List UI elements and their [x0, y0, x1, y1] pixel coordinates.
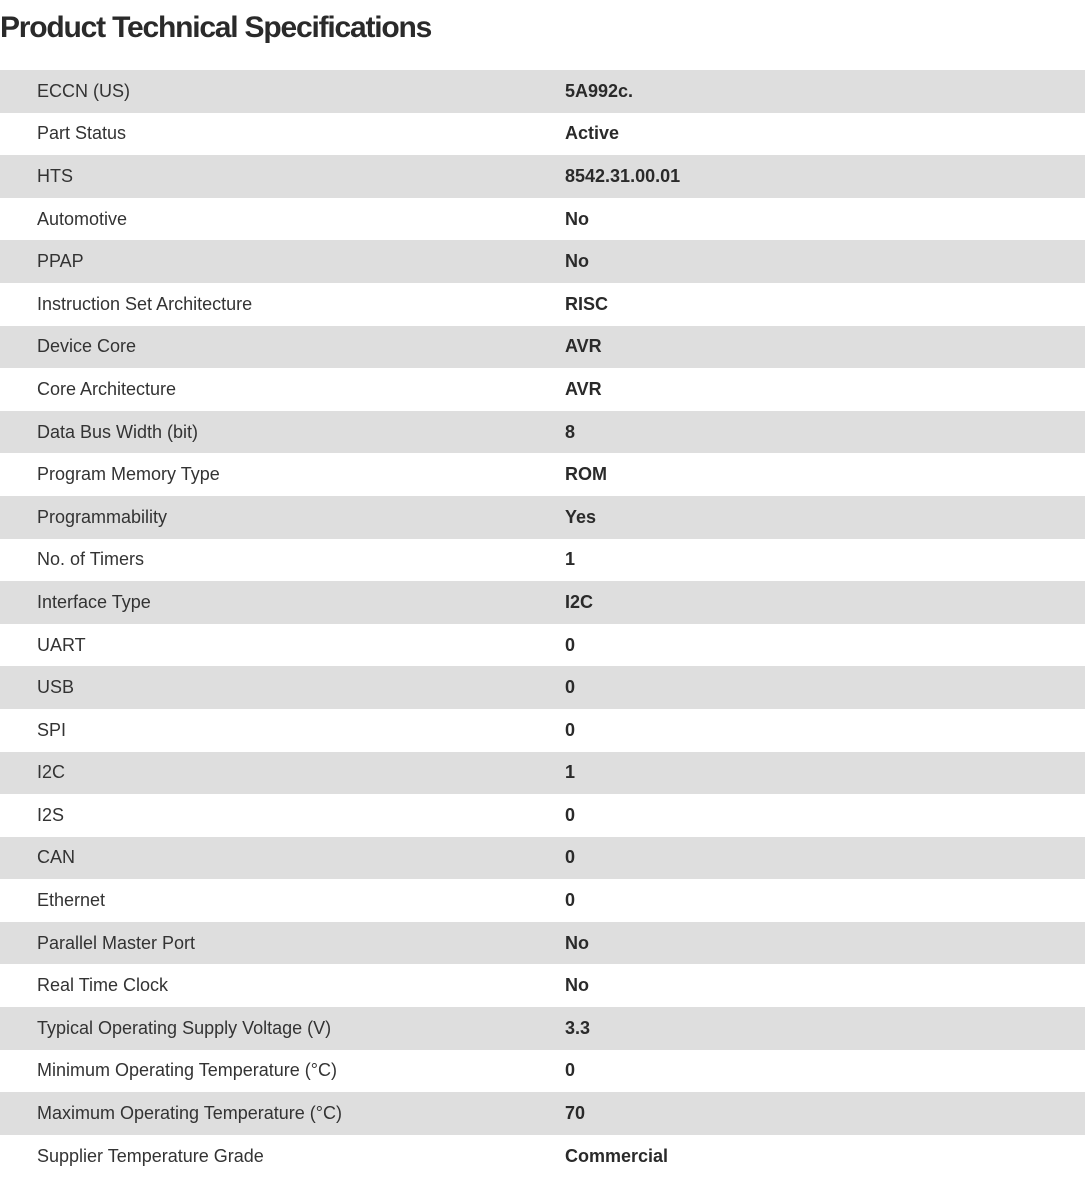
spec-label: USB [37, 677, 75, 698]
spec-row-ppap [0, 240, 1085, 283]
spec-label: CAN [37, 847, 76, 868]
spec-value: No [565, 932, 589, 953]
spec-value: RISC [565, 293, 609, 314]
spec-label: Minimum Operating Temperature (°C) [37, 1060, 337, 1081]
spec-value: 3.3 [565, 1017, 591, 1038]
spec-row-programmability [0, 496, 1085, 539]
spec-label: Supplier Temperature Grade [37, 1145, 264, 1166]
spec-value: 8542.31.00.01 [565, 165, 681, 186]
spec-row-min-temperature [0, 1050, 1085, 1093]
spec-row-parallel-master-port [0, 922, 1085, 965]
spec-row-usb [0, 666, 1085, 709]
spec-label: Ethernet [37, 890, 106, 911]
spec-label: Real Time Clock [37, 975, 169, 996]
spec-label: Maximum Operating Temperature (°C) [37, 1103, 342, 1124]
spec-value: 70 [565, 1103, 586, 1124]
spec-row-automotive [0, 198, 1085, 241]
spec-value: 1 [565, 762, 576, 783]
spec-value: Yes [565, 506, 597, 527]
spec-value: 0 [565, 804, 576, 825]
spec-label: SPI [37, 719, 67, 740]
spec-value: AVR [565, 336, 602, 357]
spec-label: Typical Operating Supply Voltage (V) [37, 1017, 332, 1038]
spec-label: Automotive [37, 208, 128, 229]
spec-value: No [565, 251, 589, 272]
spec-row-hts [0, 155, 1085, 198]
spec-value: 8 [565, 421, 576, 442]
spec-row-core-architecture [0, 368, 1085, 411]
spec-label: Programmability [37, 506, 168, 527]
spec-label: Instruction Set Architecture [37, 293, 253, 314]
spec-row-i2s [0, 794, 1085, 837]
spec-label: Device Core [37, 336, 137, 357]
spec-row-program-memory-type [0, 453, 1085, 496]
spec-label: ECCN (US) [37, 80, 130, 101]
spec-label: Part Status [37, 123, 127, 144]
spec-value: Active [565, 123, 620, 144]
spec-label: HTS [37, 165, 73, 186]
spec-value: 0 [565, 847, 576, 868]
spec-row-timers [0, 539, 1085, 582]
spec-row-supply-voltage [0, 1007, 1085, 1050]
spec-row-can [0, 837, 1085, 880]
spec-value: Commercial [565, 1145, 669, 1166]
spec-row-spi [0, 709, 1085, 752]
spec-value: ROM [565, 464, 607, 485]
spec-value: 0 [565, 1060, 576, 1081]
spec-row-interface-type [0, 581, 1085, 624]
spec-row-data-bus-width [0, 411, 1085, 454]
spec-row-i2c [0, 752, 1085, 795]
spec-value: I2C [565, 591, 594, 612]
spec-row-instruction-set [0, 283, 1085, 326]
spec-table [0, 70, 1085, 1177]
spec-value: 0 [565, 634, 576, 655]
spec-row-device-core [0, 326, 1085, 369]
spec-label: Core Architecture [37, 378, 177, 399]
spec-value: No [565, 208, 589, 229]
spec-value: 1 [565, 549, 576, 570]
spec-label: UART [37, 634, 86, 655]
spec-row-real-time-clock [0, 964, 1085, 1007]
spec-label: Program Memory Type [37, 464, 220, 485]
spec-value: 5A992c. [565, 80, 634, 101]
spec-value: 0 [565, 719, 576, 740]
spec-label: No. of Timers [37, 549, 145, 570]
spec-row-temperature-grade [0, 1135, 1085, 1177]
spec-value: No [565, 975, 589, 996]
spec-value: AVR [565, 378, 602, 399]
spec-label: I2S [37, 804, 65, 825]
spec-value: 0 [565, 890, 576, 911]
spec-row-uart [0, 624, 1085, 667]
spec-label: PPAP [37, 251, 84, 272]
page-title: Product Technical Specifications [0, 11, 432, 44]
spec-label: I2C [37, 762, 66, 783]
spec-row-ethernet [0, 879, 1085, 922]
spec-label: Parallel Master Port [37, 932, 196, 953]
spec-label: Data Bus Width (bit) [37, 421, 199, 442]
spec-row-max-temperature [0, 1092, 1085, 1135]
spec-value: 0 [565, 677, 576, 698]
spec-row-part-status [0, 113, 1085, 156]
spec-label: Interface Type [37, 591, 151, 612]
spec-row-eccn [0, 70, 1085, 113]
